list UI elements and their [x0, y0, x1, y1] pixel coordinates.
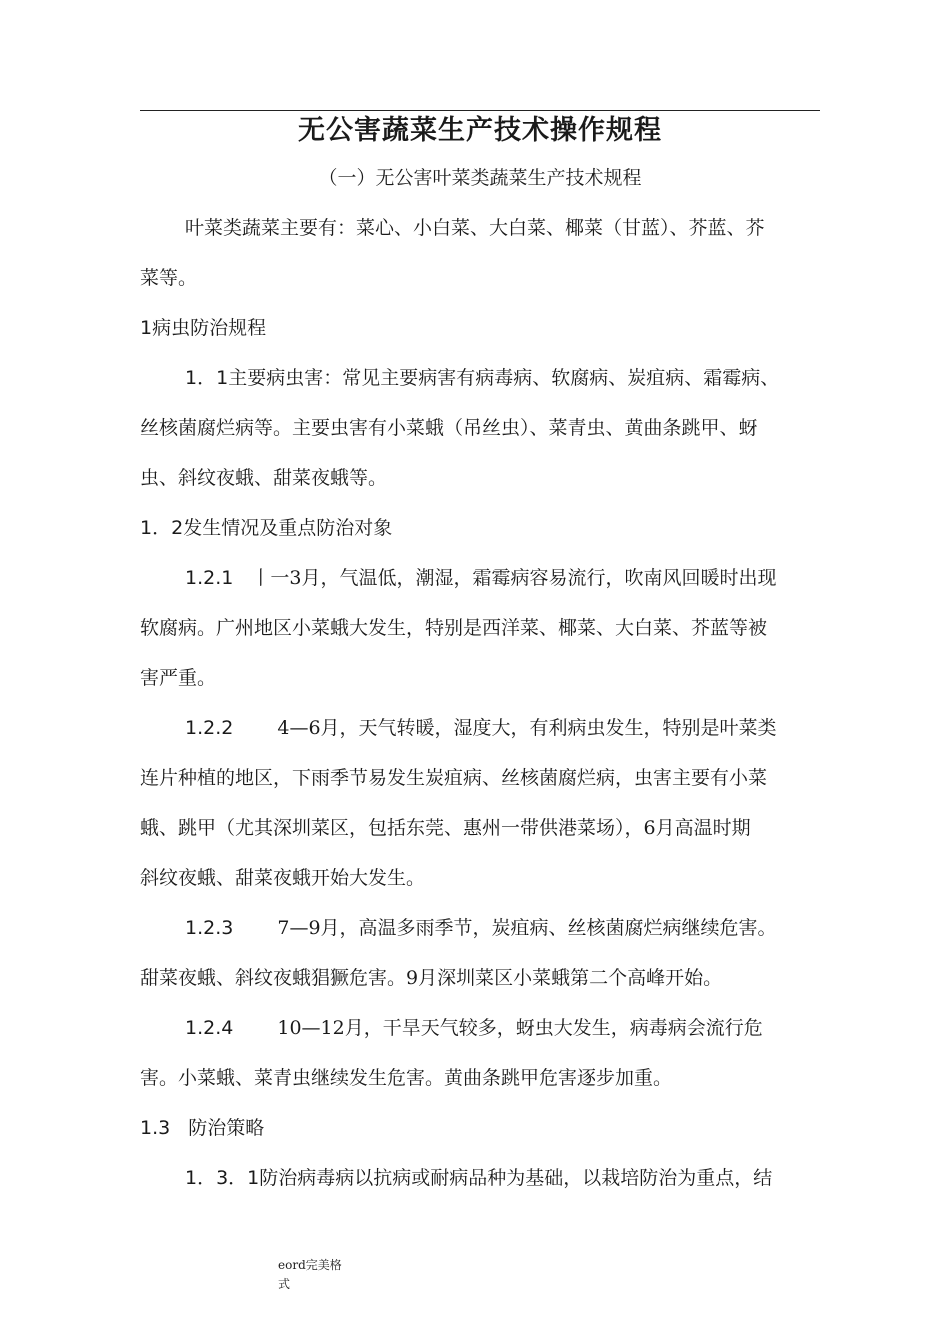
paragraph-1-3-1-line-1: 1．3．1防治病毒病以抗病或耐病品种为基础，以栽培防治为重点，结 — [185, 1167, 773, 1189]
paragraph-1-2-2-line-4: 斜纹夜蛾、甜菜夜蛾开始大发生。 — [140, 867, 426, 889]
paragraph-1-2-1-line-2: 软腐病。广州地区小菜蛾大发生，特别是西洋菜、椰菜、大白菜、芥蓝等被 — [140, 617, 768, 639]
paragraph-1-2-4-line-2: 害。小菜蛾、菜青虫继续发生危害。黄曲条跳甲危害逐步加重。 — [140, 1067, 673, 1089]
footer-line-1: eord完美格 — [278, 1258, 342, 1272]
paragraph-1-2-4-number: 1.2.4 — [185, 1017, 234, 1039]
section-1-2-title: 发生情况及重点防治对象 — [183, 517, 393, 539]
paragraph-1-2-3-line-1: 1.2.3 7—9月，高温多雨季节，炭疽病、丝核菌腐烂病继续危害。 — [185, 917, 777, 939]
section-1-3-number: 1.3 — [140, 1117, 171, 1139]
paragraph-1-2-3-line-2: 甜菜夜蛾、斜纹夜蛾猖獗危害。9月深圳菜区小菜蛾第二个高峰开始。 — [140, 967, 723, 989]
paragraph-1-2-2-line-3: 蛾、跳甲（尤其深圳菜区，包括东莞、惠州一带供港菜场），6月高温时期 — [140, 817, 751, 839]
section-1-3-title: 防治策略 — [188, 1117, 265, 1139]
intro-line-1: 叶菜类蔬菜主要有：菜心、小白菜、大白菜、椰菜（甘蓝）、芥蓝、芥 — [185, 217, 765, 239]
paragraph-1-1-line-1: 1．1主要病虫害：常见主要病害有病毒病、软腐病、炭疽病、霜霉病、 — [185, 367, 780, 389]
section-1-title: 病虫防治规程 — [152, 317, 267, 339]
paragraph-1-1-line-3: 虫、斜纹夜蛾、甜菜夜蛾等。 — [140, 467, 388, 489]
footer-line-2: 式 — [278, 1277, 291, 1291]
paragraph-1-2-3-number: 1.2.3 — [185, 917, 234, 939]
page-footer — [278, 1256, 358, 1294]
top-rule — [140, 110, 820, 111]
section-1-2-heading — [140, 514, 830, 542]
paragraph-1-1-line-2: 丝核菌腐烂病等。主要虫害有小菜蛾（吊丝虫）、菜青虫、黄曲条跳甲、蚜 — [140, 417, 758, 439]
paragraph-1-2-2-number: 1.2.2 — [185, 717, 234, 739]
paragraph-1-3-1-number: 1．3．1 — [185, 1167, 260, 1189]
paragraph-1-2-2-line-2: 连片种植的地区，下雨季节易发生炭疽病、丝核菌腐烂病，虫害主要有小菜 — [140, 767, 768, 789]
paragraph-1-2-1-number: 1.2.1 — [185, 567, 234, 589]
section-1-heading — [140, 314, 830, 342]
paragraph-1-2-1-line-1: 1.2.1 丨一3月，气温低，潮湿，霜霉病容易流行，吹南风回暖时出现 — [185, 567, 777, 589]
page-title: 无公害蔬菜生产技术操作规程 — [298, 115, 662, 146]
section-1-2-number: 1．2 — [140, 517, 184, 539]
section-1-number: 1 — [140, 317, 153, 339]
paragraph-1-2-2-line-1: 1.2.2 4—6月，天气转暖，湿度大，有利病虫发生，特别是叶菜类 — [185, 717, 777, 739]
paragraph-1-1-number: 1．1 — [185, 367, 229, 389]
paragraph-1-2-1-line-3: 害严重。 — [140, 667, 217, 689]
intro-line-2: 菜等。 — [140, 267, 198, 289]
paragraph-1-2-4-line-1: 1.2.4 10—12月，干旱天气较多，蚜虫大发生，病毒病会流行危 — [185, 1017, 763, 1039]
section-1-3-heading — [140, 1114, 830, 1142]
page-subtitle: （一）无公害叶菜类蔬菜生产技术规程 — [318, 167, 642, 189]
